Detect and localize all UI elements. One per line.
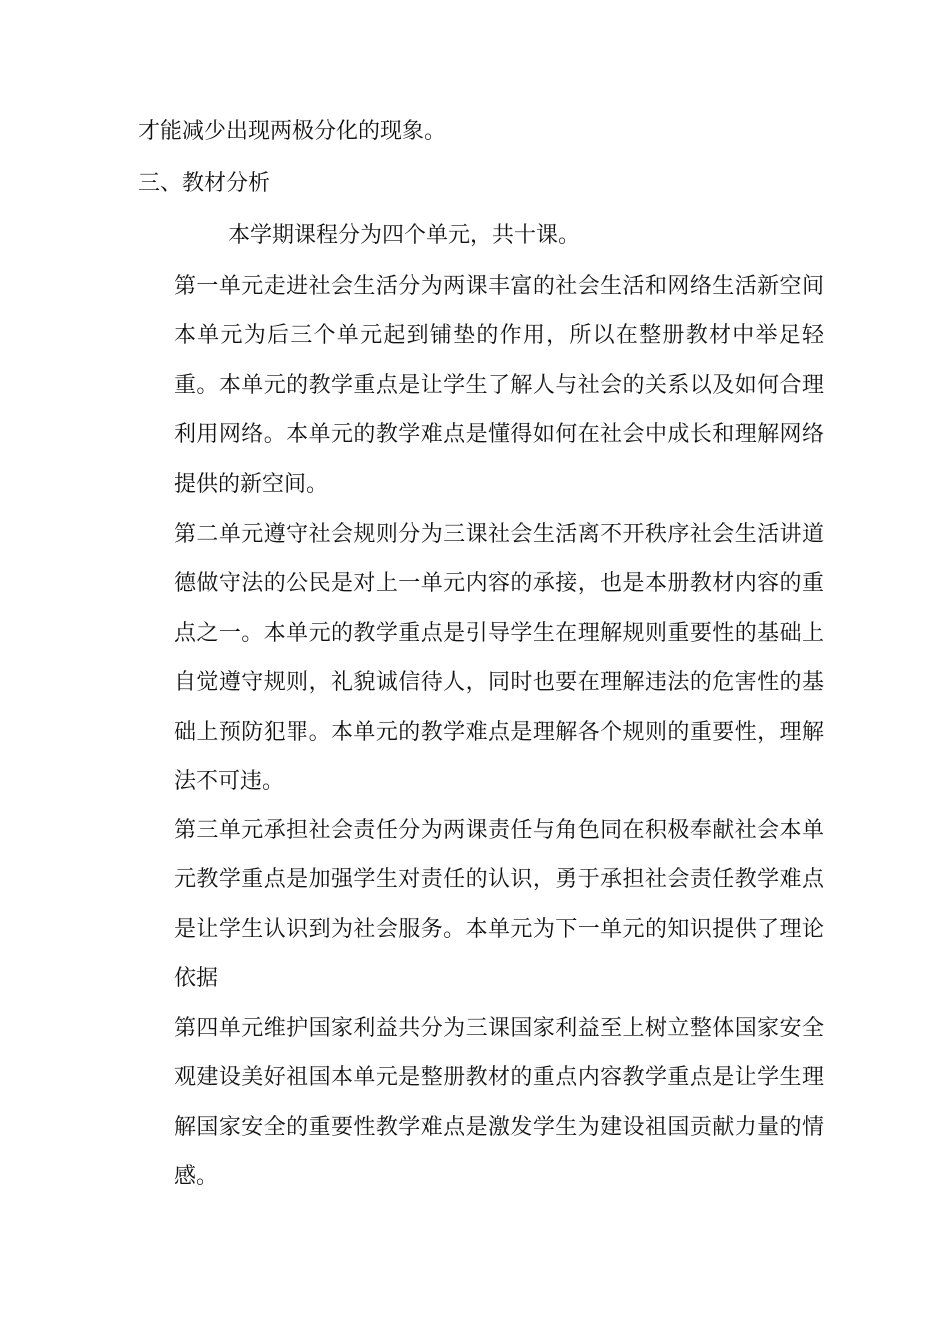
overview-text: 本学期课程分为四个单元，共十课。 <box>228 223 581 248</box>
unit-2-paragraph: 第二单元遵守社会规则分为三课社会生活离不开秩序社会生活讲道德做守法的公民是对上一单元内容的承接，也是本册教材内容的重点之一。本单元的教学重点是引导学生在理解规则重要性的基础上自觉遵守规则，礼貌诚信待人，同时也要在理解违法的危害性的基础上预防犯罪。本单元的教学难点是理解各个规则的重要性，理解法不可违。 <box>174 522 824 795</box>
unit-3-paragraph: 第三单元承担社会责任分为两课责任与角色同在积极奉献社会本单元教学重点是加强学生对责任的认识，勇于承担社会责任教学难点是让学生认识到为社会服务。本单元为下一单元的知识提供了理论依据 <box>174 818 824 992</box>
unit-1-paragraph: 第一单元走进社会生活分为两课丰富的社会生活和网络生活新空间本单元为后三个单元起到铺垫的作用，所以在整册教材中举足轻重。本单元的教学重点是让学生了解人与社会的关系以及如何合理利用网络。本单元的教学难点是懂得如何在社会中成长和理解网络提供的新空间。 <box>174 274 824 497</box>
intro-tail-text: 才能减少出现两极分化的现象。 <box>138 119 447 144</box>
unit-4-paragraph: 第四单元维护国家利益共分为三课国家利益至上树立整体国家安全观建设美好祖国本单元是整册教材的重点内容教学重点是让学生理解国家安全的重要性教学难点是激发学生为建设祖国贡献力量的情感。 <box>174 1016 824 1190</box>
section-heading: 三、教材分析 <box>138 171 271 196</box>
